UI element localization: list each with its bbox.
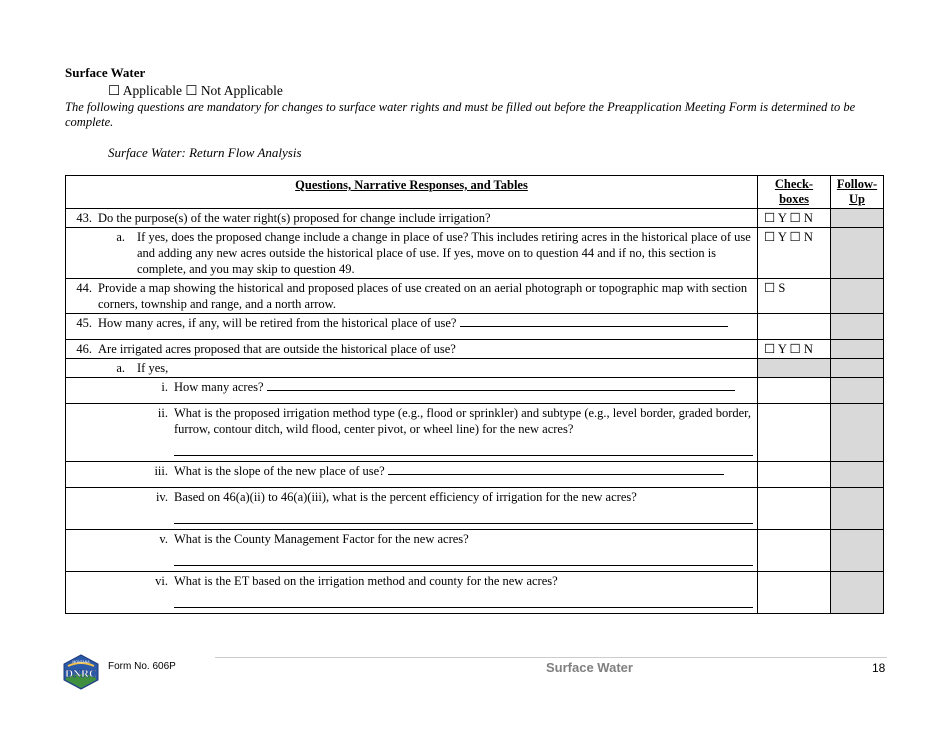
followup-cell (831, 340, 884, 359)
dnrc-logo (62, 654, 100, 690)
answer-line[interactable] (174, 593, 753, 608)
table-row-q46a (66, 359, 884, 378)
question-number: a. (116, 361, 125, 375)
table-row-q46a-iv (66, 488, 884, 530)
answer-line[interactable] (460, 315, 728, 327)
question-text: Are irrigated acres proposed that are outside the historical place of use? (98, 342, 456, 356)
answer-line[interactable] (388, 463, 724, 475)
table-row-q45 (66, 314, 884, 340)
followup-cell (831, 378, 884, 404)
question-number: iv. (155, 490, 168, 504)
checkbox-cell (758, 488, 831, 530)
question-text: Do the purpose(s) of the water right(s) proposed for change include irrigation? (98, 211, 491, 225)
table-row-q43 (66, 209, 884, 228)
logo-state-text: MONTANA (72, 660, 90, 664)
table-row-q46a-i (66, 378, 884, 404)
header-questions: Questions, Narrative Responses, and Tables (66, 176, 758, 209)
answer-line[interactable] (267, 379, 735, 391)
followup-cell (831, 228, 884, 279)
table-row-q44 (66, 279, 884, 314)
header-followup: Follow-Up (831, 176, 884, 209)
question-number: 45. (76, 316, 92, 330)
table-row-q46a-vi (66, 572, 884, 614)
question-number: i. (161, 380, 168, 394)
question-number: 43. (76, 211, 92, 225)
followup-cell (831, 404, 884, 462)
checkbox-s[interactable]: ☐ S (758, 279, 831, 314)
answer-line[interactable] (174, 551, 753, 566)
question-text: What is the slope of the new place of use? (174, 464, 385, 478)
table-row-q46a-ii (66, 404, 884, 462)
question-number: vi. (155, 574, 168, 588)
checkbox-y-n[interactable]: ☐ Y ☐ N (758, 340, 831, 359)
followup-cell (831, 209, 884, 228)
answer-line[interactable] (174, 509, 753, 524)
form-number: Form No. 606P (108, 661, 176, 672)
dnrc-logo-icon (62, 654, 100, 690)
checkbox-cell (758, 404, 831, 462)
followup-cell (831, 572, 884, 614)
logo-text: DNRC (65, 668, 97, 680)
followup-cell (831, 530, 884, 572)
question-text: How many acres, if any, will be retired from the historical place of use? (98, 316, 457, 330)
applicability-checkboxes[interactable]: ☐ Applicable ☐ Not Applicable (108, 83, 283, 98)
table-row-q46 (66, 340, 884, 359)
table-row-q43a (66, 228, 884, 279)
table-row-q46a-iii (66, 462, 884, 488)
question-text: What is the ET based on the irrigation method and county for the new acres? (174, 574, 558, 588)
question-number: v. (159, 532, 168, 546)
checkbox-cell (758, 314, 831, 340)
question-text: How many acres? (174, 380, 264, 394)
checkbox-cell (758, 359, 831, 378)
footer-divider (215, 657, 887, 658)
followup-cell (831, 359, 884, 378)
question-number: iii. (154, 464, 168, 478)
questions-table (65, 175, 884, 614)
checkbox-cell (758, 378, 831, 404)
intro-text: The following questions are mandatory for changes to surface water rights and must be filled out before the Preapplication Meeting Form is determined to be complete. (65, 100, 856, 129)
question-number: a. (116, 230, 125, 244)
checkbox-y-n[interactable]: ☐ Y ☐ N (758, 228, 831, 279)
answer-line[interactable] (174, 441, 753, 456)
question-text: If yes, (137, 361, 169, 375)
followup-cell (831, 462, 884, 488)
question-number: 46. (76, 342, 92, 356)
checkbox-y-n[interactable]: ☐ Y ☐ N (758, 209, 831, 228)
table-header-row (66, 176, 884, 209)
page-number: 18 (872, 661, 886, 675)
question-text: What is the proposed irrigation method type (e.g., flood or sprinkler) and subtype (e.g., level border, graded border, furrow, contour ditch, wild flood, center pivot, or wheel line) for the new acres? (174, 406, 751, 436)
subsection-title: Surface Water: Return Flow Analysis (108, 145, 302, 160)
header-checkboxes: Check-boxes (758, 176, 831, 209)
question-text: Provide a map showing the historical and proposed places of use created on an aerial photograph or topographic map with section corners, township and range, and a north arrow. (98, 281, 748, 311)
checkbox-cell (758, 530, 831, 572)
question-number: ii. (157, 406, 168, 420)
footer-title: Surface Water (546, 660, 633, 675)
question-number: 44. (76, 281, 92, 295)
checkbox-cell (758, 572, 831, 614)
followup-cell (831, 279, 884, 314)
section-title: Surface Water (65, 65, 146, 80)
table-row-q46a-v (66, 530, 884, 572)
followup-cell (831, 314, 884, 340)
checkbox-cell (758, 462, 831, 488)
question-text: What is the County Management Factor for the new acres? (174, 532, 469, 546)
followup-cell (831, 488, 884, 530)
question-text: Based on 46(a)(ii) to 46(a)(iii), what is the percent efficiency of irrigation for the new acres? (174, 490, 637, 504)
question-text: If yes, does the proposed change include a change in place of use? This includes retiring acres in the historical place of use and adding any new acres outside the historical place of use. If yes, move on to question 44 and if no, this section is complete, and you may skip to question 49. (137, 230, 751, 276)
